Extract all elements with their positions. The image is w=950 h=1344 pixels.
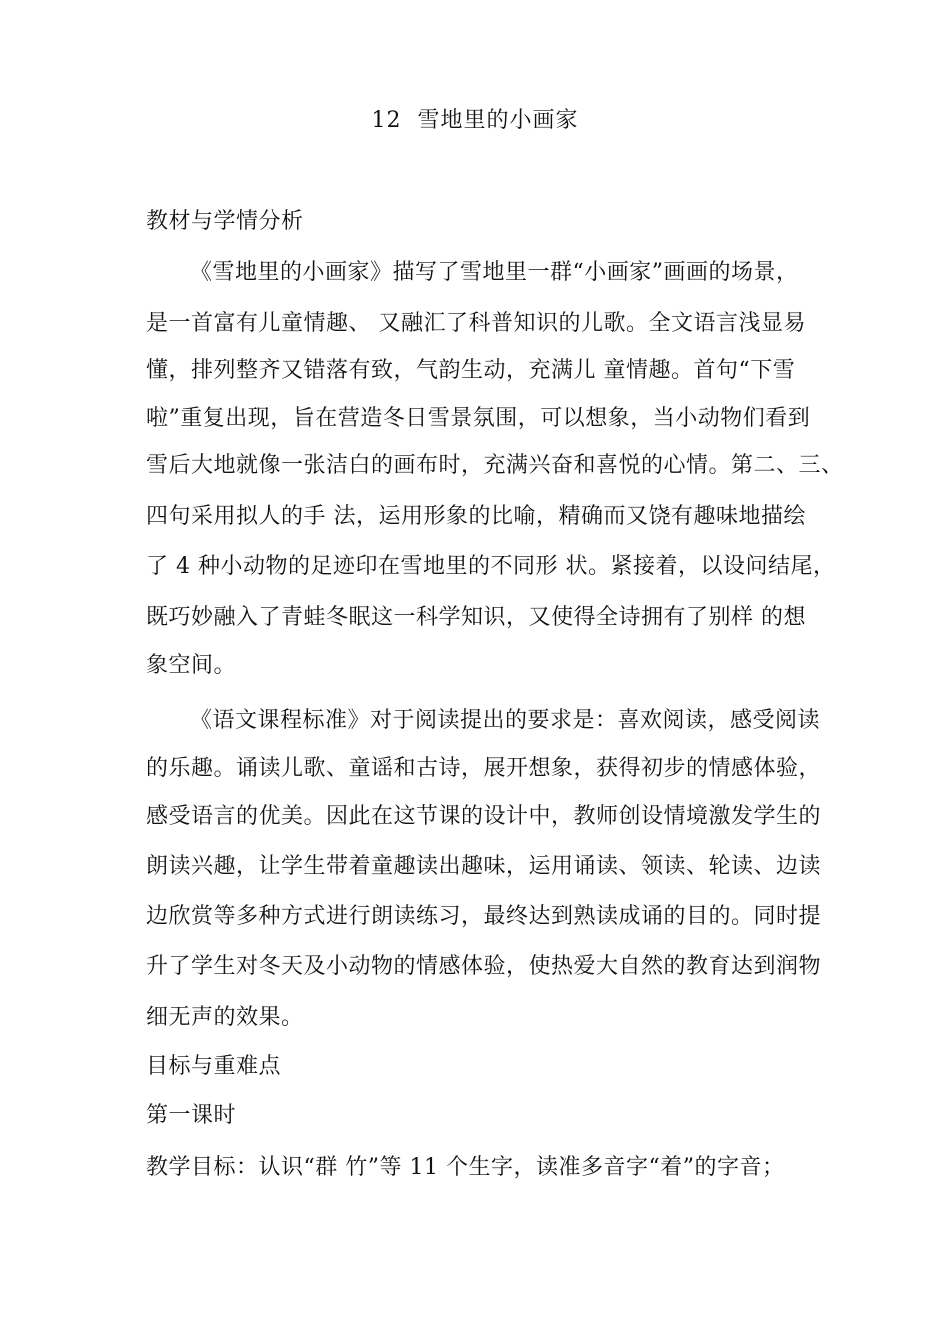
paragraph-line: 了 4 种小动物的足迹印在雪地里的不同形 状。紧接着，以设问结尾， (146, 554, 836, 579)
paragraph-line: 升了学生对冬天及小动物的情感体验，使热爱大自然的教育达到润物 (146, 954, 822, 979)
title-number: 12 (371, 108, 402, 133)
paragraph-line: 是一首富有儿童情趣、 又融汇了科普知识的儿歌。全文语言浅显易 (146, 311, 806, 336)
paragraph-line: 懂，排列整齐又错落有致，气韵生动，充满儿 童情趣。首句“下雪 (146, 358, 796, 383)
section-heading-objectives: 目标与重难点 (146, 1054, 282, 1079)
paragraph-line: 啦”重复出现，旨在营造冬日雪景氛围，可以想象，当小动物们看到 (146, 406, 811, 431)
paragraph-line: 《语文课程标准》对于阅读提出的要求是：喜欢阅读，感受阅读 (190, 708, 821, 733)
paragraph-line: 既巧妙融入了青蛙冬眠这一科学知识，又使得全诗拥有了别样 的想 (146, 605, 806, 630)
paragraph-line: 四句采用拟人的手 法，运用形象的比喻，精确而又饶有趣味地描绘 (146, 504, 806, 529)
section-heading-analysis: 教材与学情分析 (146, 209, 304, 234)
paragraph-line: 《雪地里的小画家》描写了雪地里一群“小画家”画画的场景， (190, 260, 799, 285)
title-text: 雪地里的小画家 (417, 108, 579, 133)
page-title (0, 106, 950, 136)
paragraph-line: 朗读兴趣，让学生带着童趣读出趣味，运用诵读、领读、轮读、边读 (146, 854, 822, 879)
paragraph-line: 雪后大地就像一张洁白的画布时，充满兴奋和喜悦的心情。第二、三、 (146, 453, 844, 478)
paragraph-line: 边欣赏等多种方式进行朗读练习，最终达到熟读成诵的目的。同时提 (146, 904, 822, 929)
paragraph-line: 的乐趣。诵读儿歌、童谣和古诗，展开想象，获得初步的情感体验， (146, 756, 822, 781)
paragraph-line: 细无声的效果。 (146, 1005, 304, 1030)
lesson-heading: 第一课时 (146, 1103, 237, 1128)
paragraph-line: 感受语言的优美。因此在这节课的设计中，教师创设情境激发学生的 (146, 804, 822, 829)
paragraph-line: 象空间。 (146, 653, 237, 678)
objective-line: 教学目标：认识“群 竹”等 11 个生字，读准多音字“着”的字音； (146, 1155, 785, 1180)
